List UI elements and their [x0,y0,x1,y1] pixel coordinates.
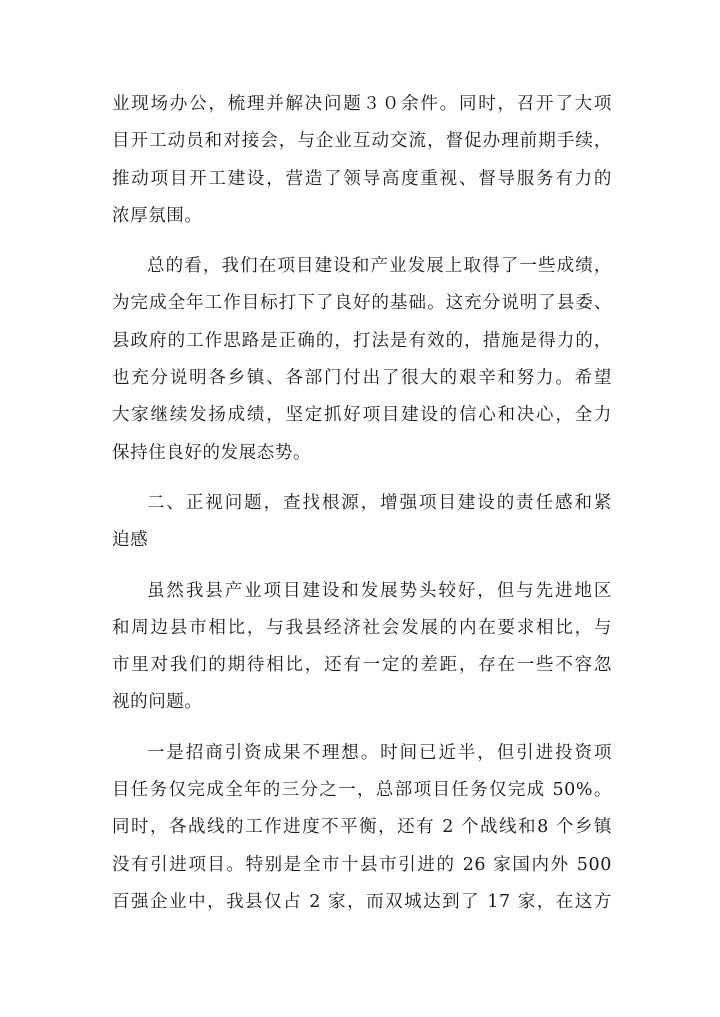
text-line: 目开工动员和对接会，与企业互动交流，督促办理前期手续， [112,131,612,152]
text-line: 同时，各战线的工作进度不平衡，还有 2 个战线和8 个乡镇 [112,817,612,838]
text-line: 虽然我县产业项目建设和发展势头较好，但与先进地区 [147,580,612,601]
text-line: 业现场办公，梳理并解决问题３０余件。同时，召开了大项 [112,94,612,114]
text-line: 总的看，我们在项目建设和产业发展上取得了一些成绩， [147,256,612,277]
text-line: 百强企业中，我县仅占 2 家，而双城达到了 17 家，在这方 [112,891,612,912]
paragraph-spacer [112,560,612,573]
paragraph-spacer [112,472,612,485]
text-line: 市里对我们的期待相比，还有一定的差距，存在一些不容忽 [112,655,612,676]
document-body [112,86,612,921]
text-line: 二、正视问题，查找根源，增强项目建设的责任感和紧 [147,492,612,513]
text-line: 迫感 [112,530,149,551]
paragraph-summary [112,248,612,472]
section-heading-two [112,485,612,560]
paragraph-investment [112,735,612,921]
paragraph-site-work [112,86,612,235]
text-line: 为完成全年工作目标打下了良好的基础。这充分说明了县委、 [112,293,612,314]
text-line: 和周边县市相比，与我县经济社会发展的内在要求相比，与 [112,617,612,638]
paragraph-gap-analysis [112,573,612,722]
text-line: 县政府的工作思路是正确的，打法是有效的，措施是得力的， [112,330,612,351]
paragraph-spacer [112,235,612,248]
text-line: 没有引进项目。特别是全市十县市引进的 26 家国内外 500 [112,854,612,875]
text-line: 浓厚氛围。 [112,205,203,226]
text-line: 视的问题。 [112,692,203,713]
text-line: 一是招商引资成果不理想。时间已近半，但引进投资项 [147,742,612,763]
text-line: 也充分说明各乡镇、各部门付出了很大的艰辛和努力。希望 [112,368,612,389]
text-line: 保持住良好的发展态势。 [112,442,312,463]
text-line: 推动项目开工建设，营造了领导高度重视、督导服务有力的 [112,168,612,189]
paragraph-spacer [112,722,612,735]
text-line: 目任务仅完成全年的三分之一，总部项目任务仅完成 50%。 [112,780,612,801]
text-line: 大家继续发扬成绩，坚定抓好项目建设的信心和决心，全力 [112,405,612,426]
